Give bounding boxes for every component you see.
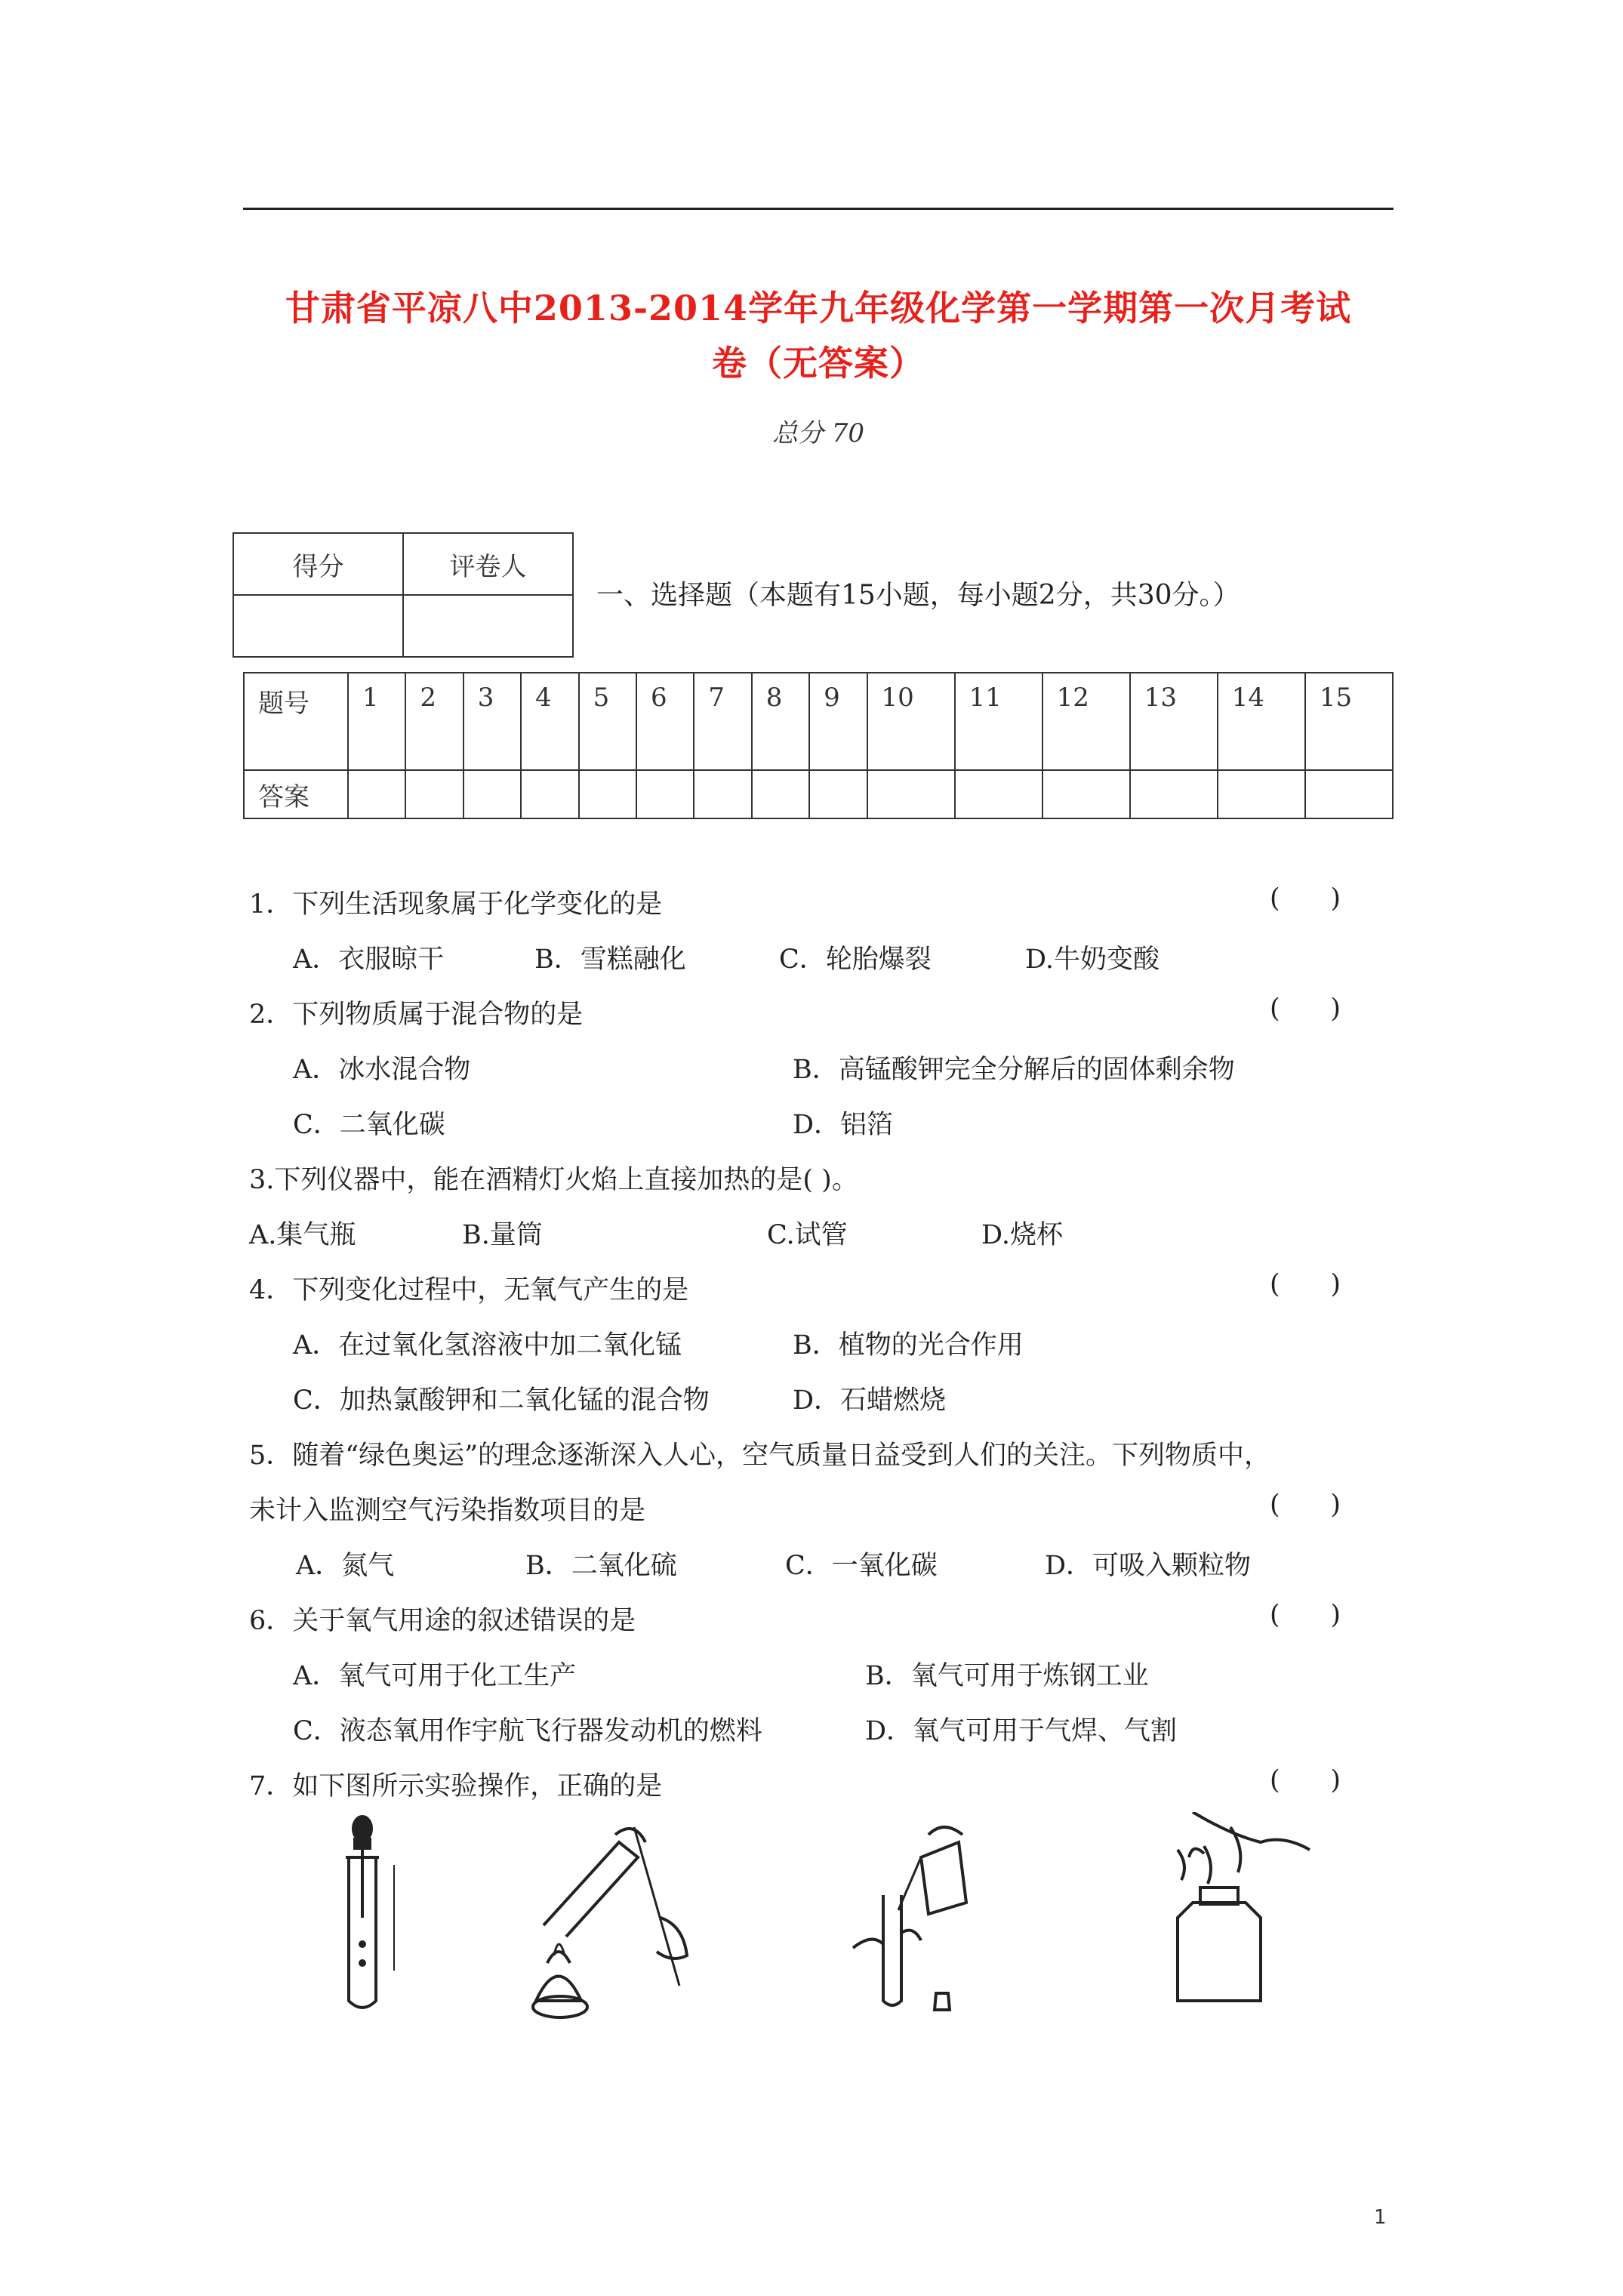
question-number: 12 <box>1042 673 1130 770</box>
answer-paren-2[interactable]: ( ) <box>1270 994 1341 1024</box>
q4-option-c: C．加热氯酸钾和二氧化锰的混合物 <box>293 1385 710 1416</box>
q5-option-d: D．可吸入颗粒物 <box>1045 1551 1252 1581</box>
question-number: 10 <box>867 673 955 770</box>
answer-cell[interactable] <box>405 770 463 818</box>
question-5-stem-line1: 5．随着“绿色奥运”的理念逐渐深入人心，空气质量日益受到人们的关注。下列物质中， <box>249 1441 1271 1471</box>
answer-cell[interactable] <box>867 770 955 818</box>
question-number: 4 <box>521 673 578 770</box>
question-3-stem: 3.下列仪器中，能在酒精灯火焰上直接加热的是( )。 <box>249 1165 858 1195</box>
score-label: 得分 <box>233 533 403 595</box>
question-number: 7 <box>694 673 751 770</box>
figure-dropper-test-tube <box>332 1812 423 2016</box>
question-number: 11 <box>955 673 1042 770</box>
q4-option-b: B．植物的光合作用 <box>793 1330 1024 1361</box>
q6-option-c: C．液态氧用作宇航飞行器发动机的燃料 <box>293 1716 762 1746</box>
question-4-stem: 4．下列变化过程中，无氧气产生的是 <box>249 1275 689 1305</box>
answer-paren-1[interactable]: ( ) <box>1270 883 1341 914</box>
q1-option-c: C．轮胎爆裂 <box>779 945 932 975</box>
question-number: 1 <box>348 673 405 770</box>
question-6-stem: 6．关于氧气用途的叙述错误的是 <box>249 1606 636 1636</box>
answer-cell[interactable] <box>955 770 1042 818</box>
q2-option-d: D．铝箔 <box>793 1110 894 1140</box>
question-number-label: 题号 <box>244 673 348 770</box>
q5-option-c: C．一氧化碳 <box>785 1551 938 1581</box>
question-number: 14 <box>1218 673 1305 770</box>
page-number: 1 <box>1374 2206 1387 2229</box>
score-field[interactable] <box>233 595 403 657</box>
figure-pouring-liquid <box>838 1812 989 2016</box>
answer-cell[interactable] <box>752 770 809 818</box>
header-rule <box>243 208 1394 210</box>
answer-cell[interactable] <box>1305 770 1393 818</box>
score-box <box>233 532 574 658</box>
q5-option-a: A．氮气 <box>296 1551 395 1581</box>
exam-title-line1: 甘肃省平凉八中2013-2014学年九年级化学第一学期第一次月考试 <box>285 288 1352 328</box>
answer-cell[interactable] <box>1130 770 1218 818</box>
q3-option-d: D.烧杯 <box>981 1220 1063 1250</box>
question-number: 2 <box>405 673 463 770</box>
answer-paren-7[interactable]: ( ) <box>1270 1765 1341 1795</box>
question-number: 13 <box>1130 673 1218 770</box>
q2-option-a: A．冰水混合物 <box>293 1055 471 1085</box>
q2-option-b: B．高锰酸钾完全分解后的固体剩余物 <box>793 1055 1235 1085</box>
question-7-stem: 7．如下图所示实验操作，正确的是 <box>249 1771 663 1801</box>
q2-option-c: C．二氧化碳 <box>293 1110 445 1140</box>
answer-cell[interactable] <box>1042 770 1130 818</box>
q6-option-b: B．氧气可用于炼钢工业 <box>865 1661 1149 1691</box>
answer-cell[interactable] <box>348 770 405 818</box>
q1-option-d: D.牛奶变酸 <box>1025 945 1160 975</box>
q6-option-a: A．氧气可用于化工生产 <box>293 1661 577 1691</box>
q3-option-c: C.试管 <box>767 1220 848 1250</box>
reviewer-label: 评卷人 <box>403 533 573 595</box>
answer-cell[interactable] <box>1218 770 1305 818</box>
question-number: 9 <box>809 673 867 770</box>
answer-cell[interactable] <box>694 770 751 818</box>
answer-paren-5[interactable]: ( ) <box>1270 1490 1341 1520</box>
answer-cell[interactable] <box>521 770 578 818</box>
q1-option-b: B．雪糕融化 <box>534 945 686 975</box>
answer-table <box>243 672 1394 819</box>
question-5-stem-line2: 未计入监测空气污染指数项目的是 <box>249 1496 646 1526</box>
question-2-stem: 2．下列物质属于混合物的是 <box>249 1000 584 1030</box>
answer-paren-6[interactable]: ( ) <box>1270 1600 1341 1630</box>
question-1-stem: 1．下列生活现象属于化学变化的是 <box>249 889 663 920</box>
answer-cell[interactable] <box>579 770 636 818</box>
exam-title-line2: 卷（无答案） <box>712 343 925 384</box>
figure-heating-test-tube <box>521 1812 710 2023</box>
answer-paren-4[interactable]: ( ) <box>1270 1269 1341 1299</box>
question-number: 6 <box>636 673 694 770</box>
figure-smelling-gas <box>1147 1812 1329 2008</box>
q3-option-b: B.量筒 <box>462 1220 543 1250</box>
question-number: 3 <box>463 673 521 770</box>
total-score: 总分 70 <box>771 418 865 448</box>
answer-cell[interactable] <box>809 770 867 818</box>
reviewer-field[interactable] <box>403 595 573 657</box>
answer-label: 答案 <box>244 770 348 818</box>
answer-cell[interactable] <box>636 770 694 818</box>
question-number: 15 <box>1305 673 1393 770</box>
q1-option-a: A．衣服晾干 <box>293 945 445 975</box>
q4-option-d: D．石蜡燃烧 <box>793 1385 947 1416</box>
question-number: 8 <box>752 673 809 770</box>
q3-option-a: A.集气瓶 <box>249 1220 356 1250</box>
q4-option-a: A．在过氧化氢溶液中加二氧化锰 <box>293 1330 682 1361</box>
answer-cell[interactable] <box>463 770 521 818</box>
q5-option-b: B．二氧化硫 <box>525 1551 677 1581</box>
section1-heading: 一、选择题（本题有15小题，每小题2分，共30分。） <box>596 580 1240 611</box>
q6-option-d: D．氧气可用于气焊、气割 <box>865 1716 1178 1746</box>
question-number: 5 <box>579 673 636 770</box>
